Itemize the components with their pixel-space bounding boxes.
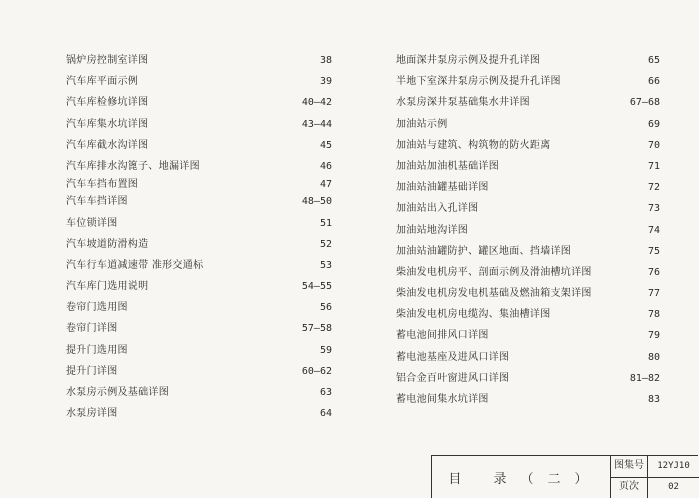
toc-entry-title: 锅炉房控制室详图	[66, 55, 149, 66]
toc-entry	[396, 135, 660, 156]
toc-entry	[396, 220, 660, 241]
toc-entry-title: 提升门选用图	[66, 344, 128, 356]
toc-entry-title: 加油站地沟详图	[396, 224, 469, 236]
toc-entry	[66, 403, 332, 424]
toc-entry	[396, 71, 660, 92]
toc-entry-page: 46	[319, 160, 332, 172]
toc-entry-page: 57–58	[301, 323, 332, 335]
toc-entry-page: 69	[647, 118, 660, 130]
toc-entry-page: 53	[319, 259, 332, 271]
toc-entry-title: 汽车库截水沟详图	[66, 139, 149, 151]
toc-entry	[66, 297, 332, 318]
toc-entry-page: 78	[647, 309, 660, 321]
toc-entry-title: 加油站加油机基础详图	[396, 160, 499, 172]
toc-entry-page: 56	[319, 302, 332, 314]
toc-entry-title: 加油站油罐基础详图	[396, 182, 489, 194]
toc-entry-page: 76	[647, 266, 660, 278]
page-number-label: 页次	[611, 477, 648, 498]
toc-entry	[396, 177, 660, 198]
toc-entry-page: 72	[647, 182, 660, 194]
toc-entry-page: 60–62	[301, 365, 332, 377]
toc-entry-title: 柴油发电机房发电机基础及燃油箱支架详图	[396, 288, 592, 300]
toc-entry-page: 40–42	[301, 97, 332, 109]
toc-entry	[66, 50, 332, 71]
toc-entry	[396, 198, 660, 219]
toc-entry-title: 汽车库门选用说明	[66, 281, 149, 293]
toc-entry	[66, 135, 332, 156]
toc-entry	[66, 255, 332, 276]
toc-entry-title: 加油站出入孔详图	[396, 203, 479, 215]
toc-entry-title: 蓄电池间集水坑详图	[396, 394, 489, 405]
toc-entry-page: 74	[647, 224, 660, 236]
toc-entry-page: 48–50	[301, 196, 332, 208]
toc-entry	[66, 71, 332, 92]
toc-entry-page: 59	[319, 344, 332, 356]
toc-entry-page: 70	[647, 139, 660, 151]
toc-entry	[396, 50, 660, 71]
atlas-number-value: 12YJ10	[648, 456, 699, 478]
toc-entry-page: 66	[647, 76, 660, 88]
toc-entry-page: 71	[647, 160, 660, 172]
page-number-value: 02	[668, 482, 679, 492]
toc-entry	[396, 368, 660, 389]
toc-entry	[396, 156, 660, 177]
toc-entry-title: 汽车库排水沟篦子、地漏详图	[66, 160, 200, 172]
toc-entry-title: 加油站示例	[396, 118, 448, 130]
toc-entry-page: 73	[647, 203, 660, 215]
toc-entry-page: 39	[319, 76, 332, 88]
toc-entry-title: 卷帘门选用图	[66, 302, 128, 314]
toc-entry-title: 铝合金百叶窗进风口详图	[396, 372, 510, 384]
toc-entry	[66, 382, 332, 403]
toc-entry-title: 提升门详图	[66, 365, 118, 377]
toc-entry	[66, 361, 332, 382]
toc-entry	[66, 114, 332, 135]
toc-entry	[66, 276, 332, 297]
toc-entry-page: 64	[319, 408, 332, 420]
title-block	[431, 455, 698, 498]
toc-entry	[66, 234, 332, 255]
toc-entry-page: 83	[647, 394, 660, 405]
toc-entry	[396, 283, 660, 304]
toc-entry	[66, 340, 332, 361]
toc-entry-page: 81–82	[629, 372, 660, 384]
toc-left-column	[66, 50, 332, 424]
toc-entry-page: 51	[319, 217, 332, 229]
toc-entry-title: 蓄电池基座及进风口详图	[396, 351, 510, 363]
toc-entry-title: 蓄电池间排风口详图	[396, 330, 489, 342]
toc-entry	[396, 325, 660, 346]
toc-entry-page: 47	[319, 179, 332, 191]
toc-entry-page: 77	[647, 288, 660, 300]
toc-entry-title: 汽车库平面示例	[66, 76, 139, 88]
toc-entry-title: 水泵房示例及基础详图	[66, 387, 169, 398]
toc-entry-page: 75	[647, 245, 660, 257]
toc-entry	[396, 304, 660, 325]
toc-entry-page: 52	[319, 238, 332, 250]
toc-entry	[396, 389, 660, 410]
toc-entry-page: 67–68	[629, 97, 660, 109]
toc-entry-title: 柴油发电机房平、剖面示例及滑油槽坑详图	[396, 266, 592, 278]
toc-entry	[66, 213, 332, 234]
toc-entry-title: 柴油发电机房电缆沟、集油槽详图	[396, 309, 551, 321]
toc-entry	[396, 262, 660, 283]
toc-entry-page: 38	[319, 55, 332, 66]
toc-entry-page: 79	[647, 330, 660, 342]
toc-entry-page: 65	[647, 55, 660, 66]
toc-entry-page: 54–55	[301, 281, 332, 293]
toc-entry-title: 汽车坡道防滑构造	[66, 238, 149, 250]
toc-entry-title: 水泵房深井泵基础集水井详图	[396, 97, 530, 109]
toc-entry-title: 水泵房详图	[66, 408, 118, 420]
toc-entry-title: 加油站油罐防护、罐区地面、挡墙详图	[396, 245, 572, 257]
toc-entry-page: 43–44	[301, 118, 332, 130]
toc-entry-title: 卷帘门详图	[66, 323, 118, 335]
toc-entry-title: 汽车行车道减速带 准形交通标	[66, 259, 204, 271]
toc-entry-title: 汽车库检修坑详图	[66, 97, 149, 109]
toc-entry	[396, 92, 660, 113]
toc-entry-title: 半地下室深井泵房示例及提升孔详图	[396, 76, 561, 88]
toc-entry	[66, 318, 332, 339]
toc-entry	[396, 347, 660, 368]
toc-entry-title: 加油站与建筑、构筑物的防火距离	[396, 139, 551, 151]
toc-entry-page: 45	[319, 139, 332, 151]
toc-entry	[66, 191, 332, 212]
toc-entry	[66, 92, 332, 113]
toc-entry	[396, 114, 660, 135]
toc-right-column	[396, 50, 660, 410]
toc-entry-title: 地面深井泵房示例及提升孔详图	[396, 55, 541, 66]
catalog-title: 目 录（二）	[448, 471, 602, 487]
toc-entry	[396, 241, 660, 262]
title-block-grid	[610, 456, 699, 498]
toc-entry-page: 80	[647, 351, 660, 363]
toc-entry-title: 汽车车挡布置图	[66, 179, 139, 191]
atlas-number-label: 图集号	[611, 456, 648, 478]
toc-entry-page: 63	[319, 387, 332, 398]
toc-entry-title: 汽车库集水坑详图	[66, 118, 149, 130]
toc-entry-title: 车位锁详图	[66, 217, 118, 229]
toc-entry-title: 汽车车挡详图	[66, 196, 128, 208]
